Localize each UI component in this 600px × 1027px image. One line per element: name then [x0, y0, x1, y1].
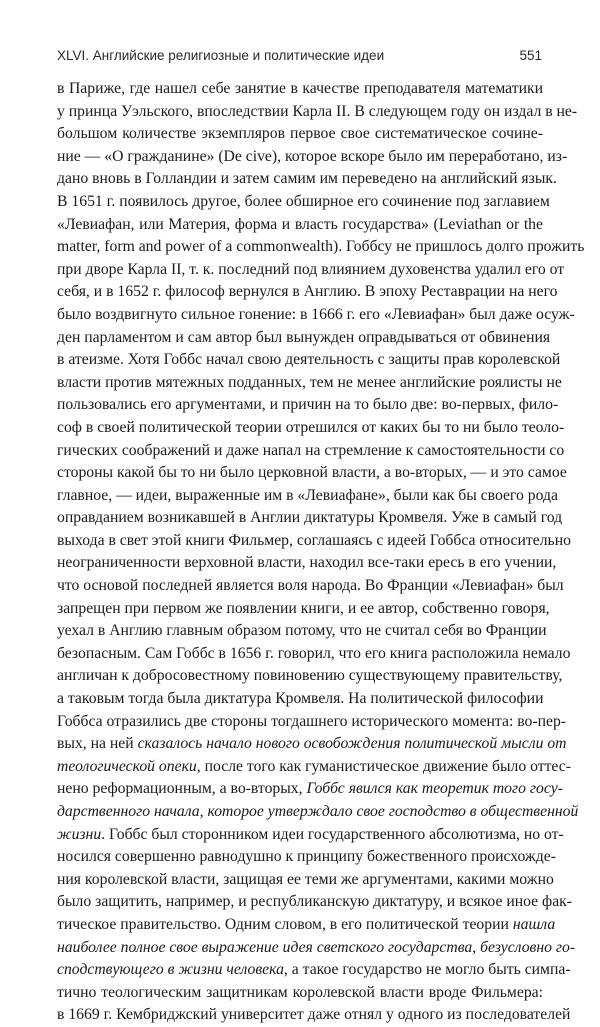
text-run: было воздвигнуто сильное гонение: в 1666 г. его «Левиафан» был даже осуж-: [57, 305, 575, 323]
text-line: [57, 959, 571, 982]
text-line: [57, 259, 565, 282]
text-run: matter, form and power of a commonwealth). Гоббсу не пришлось долго прожить: [57, 238, 585, 256]
text-run: в атеизме. Хотя Гоббс начал свою деятельность с защиты прав королевской: [57, 351, 561, 369]
text-run: в Париже, где нашел себе занятие в качестве преподавателя математики: [57, 80, 543, 97]
text-line: [57, 191, 550, 214]
text-run: выхода в свет этой книги Фильмер, соглашаясь с идеей Гоббса относительно: [57, 531, 571, 549]
text-line: [57, 372, 562, 395]
text-line: [57, 778, 563, 801]
text-line: [57, 688, 543, 711]
text-line: [57, 327, 551, 350]
text-line: [57, 485, 558, 508]
text-run: уехал в Англию главным образом потому, что не считал себя во Франции: [57, 622, 547, 640]
text-line: [57, 620, 547, 643]
text-line: [57, 711, 567, 734]
text-line: [57, 801, 579, 824]
text-run: гических соображений и даже напал на стремление к самостоятельности со: [57, 441, 565, 459]
text-line: [57, 824, 564, 847]
italic-text: наиболее полное свое выражение идея светского государства, безусловно го-: [57, 938, 576, 956]
text-line: [57, 643, 571, 666]
text-line: [57, 756, 571, 779]
text-line: [57, 417, 565, 440]
text-run: большом количестве экземпляров первое свое систематическое сочине-: [57, 125, 543, 143]
page-number: 551: [519, 48, 542, 63]
text-line: [57, 462, 567, 485]
text-run: у принца Уэльского, впоследствии Карла II. В следующем году он издал в не-: [57, 102, 578, 120]
text-line: [57, 394, 559, 417]
text-line: [57, 575, 564, 598]
text-run: ние — «О гражданине» (De cive), которое вскоре было им переработано, из-: [57, 147, 568, 165]
text-line: [57, 123, 543, 146]
text-run: а таковым тогда была диктатура Кромвеля. На политической философии: [57, 690, 544, 708]
text-line: [57, 552, 557, 575]
italic-text: Гоббс явился как теоретик того госу-: [306, 780, 563, 798]
text-line: [57, 1004, 571, 1027]
chapter-title: XLVI. Английские религиозные и политические идеи: [57, 48, 385, 63]
italic-text: сподствующего в жизни человека: [57, 961, 284, 979]
text-run: Гоббса отразились две стороны тогдашнего исторического момента: во-пер-: [57, 712, 567, 730]
text-run: пользовались его аргументами, и причин на то было две: во-первых, фило-: [57, 396, 559, 414]
italic-text: теологической опеки,: [57, 757, 201, 775]
text-line: [57, 530, 571, 553]
italic-text: дарственного начала, которое утверждало свое господство в общественной: [57, 803, 579, 820]
text-line: [57, 869, 554, 892]
text-run: , а такое государство не могло быть симпа-: [283, 961, 571, 979]
text-line: [57, 937, 576, 960]
italic-text: сказалось начало нового освобождения политической мысли от: [137, 735, 567, 753]
text-line: [57, 665, 563, 688]
text-run: ден парламентом и сам автор был вынужден оправдываться от обвинения: [57, 328, 551, 346]
text-line: [57, 101, 578, 124]
text-line: [57, 891, 573, 914]
text-line: [57, 349, 561, 372]
body-text: [57, 78, 585, 1027]
text-line: [57, 281, 558, 304]
text-line: [57, 982, 543, 1005]
text-run: носился совершенно равнодушно к принципу божественного происхожде-: [57, 848, 556, 866]
text-run: нено реформационным, а во-вторых,: [57, 780, 307, 798]
text-run: безопасным. Сам Гоббс в 1656 г. говорил, что его книга расположила немало: [57, 644, 571, 662]
text-run: запрещен при первом же появлении книги, и ее автор, собственно говоря,: [57, 599, 550, 617]
text-run: . Гоббс был сторонником идеи государственного абсолютизма, но от-: [101, 825, 564, 843]
text-run: тично теологическим защитникам королевской власти вроде Фильмера:: [57, 983, 543, 1001]
text-run: дано вновь в Голландии и затем самим им переведено на английский язык.: [57, 170, 557, 188]
text-run: стороны какой бы то ни было церковной власти, а во-вторых, — и это самое: [57, 464, 567, 482]
text-run: при дворе Карла II, т. к. последний под влиянием духовенства удалил его от: [57, 260, 565, 278]
text-line: [57, 236, 585, 259]
text-line: [57, 78, 543, 101]
text-run: себя, и в 1652 г. философ вернулся в Англию. В эпоху Реставрации на него: [57, 283, 558, 301]
text-run: В 1651 г. появилось другое, более обширное его сочинение под заглавием: [57, 192, 550, 210]
running-head: [57, 48, 542, 63]
text-run: власти против мятежных подданных, тем не менее английские роялисты не: [57, 373, 562, 391]
text-run: англичан к добросовестному повиновению существующему правительству,: [57, 667, 563, 685]
text-line: [57, 168, 557, 191]
text-run: ния королевской власти, защищая ее теми же аргументами, какими можно: [57, 870, 554, 888]
text-run: оправданием возникавшей в Англии диктатуры Кромвеля. Уже в самый год: [57, 509, 563, 527]
text-run: что основой последней является воля народа. Во Франции «Левиафан» был: [57, 577, 564, 595]
text-run: было защитить, например, и республиканскую диктатуру, и всякое иное фак-: [57, 893, 573, 911]
text-line: [57, 214, 543, 237]
text-run: в 1669 г. Кембриджский университет даже отнял у одного из последователей: [57, 1006, 571, 1024]
text-run: соф в своей политической теории отрешился от каких бы то ни было теоло-: [57, 418, 565, 436]
text-run: «Левиафан, или Материя, форма и власть государства» (Leviathan or the: [57, 215, 543, 233]
italic-text: жизни: [57, 825, 102, 843]
text-line: [57, 507, 563, 530]
text-line: [57, 146, 568, 169]
text-run: тическое правительство. Одним словом, в его политической теории: [57, 915, 513, 933]
text-line: [57, 598, 550, 621]
text-line: [57, 733, 567, 756]
italic-text: нашла: [512, 915, 556, 933]
text-run: главное, — идеи, выраженные им в «Левиафане», были как бы своего рода: [57, 486, 558, 504]
text-run: неограниченности верховной власти, находил все-таки ересь в его учении,: [57, 554, 557, 572]
text-line: [57, 304, 575, 327]
text-run: после того как гуманистическое движение было оттес-: [200, 757, 571, 775]
text-line: [57, 914, 556, 937]
text-run: вых, на ней: [57, 735, 138, 753]
text-line: [57, 440, 565, 463]
text-line: [57, 846, 556, 869]
